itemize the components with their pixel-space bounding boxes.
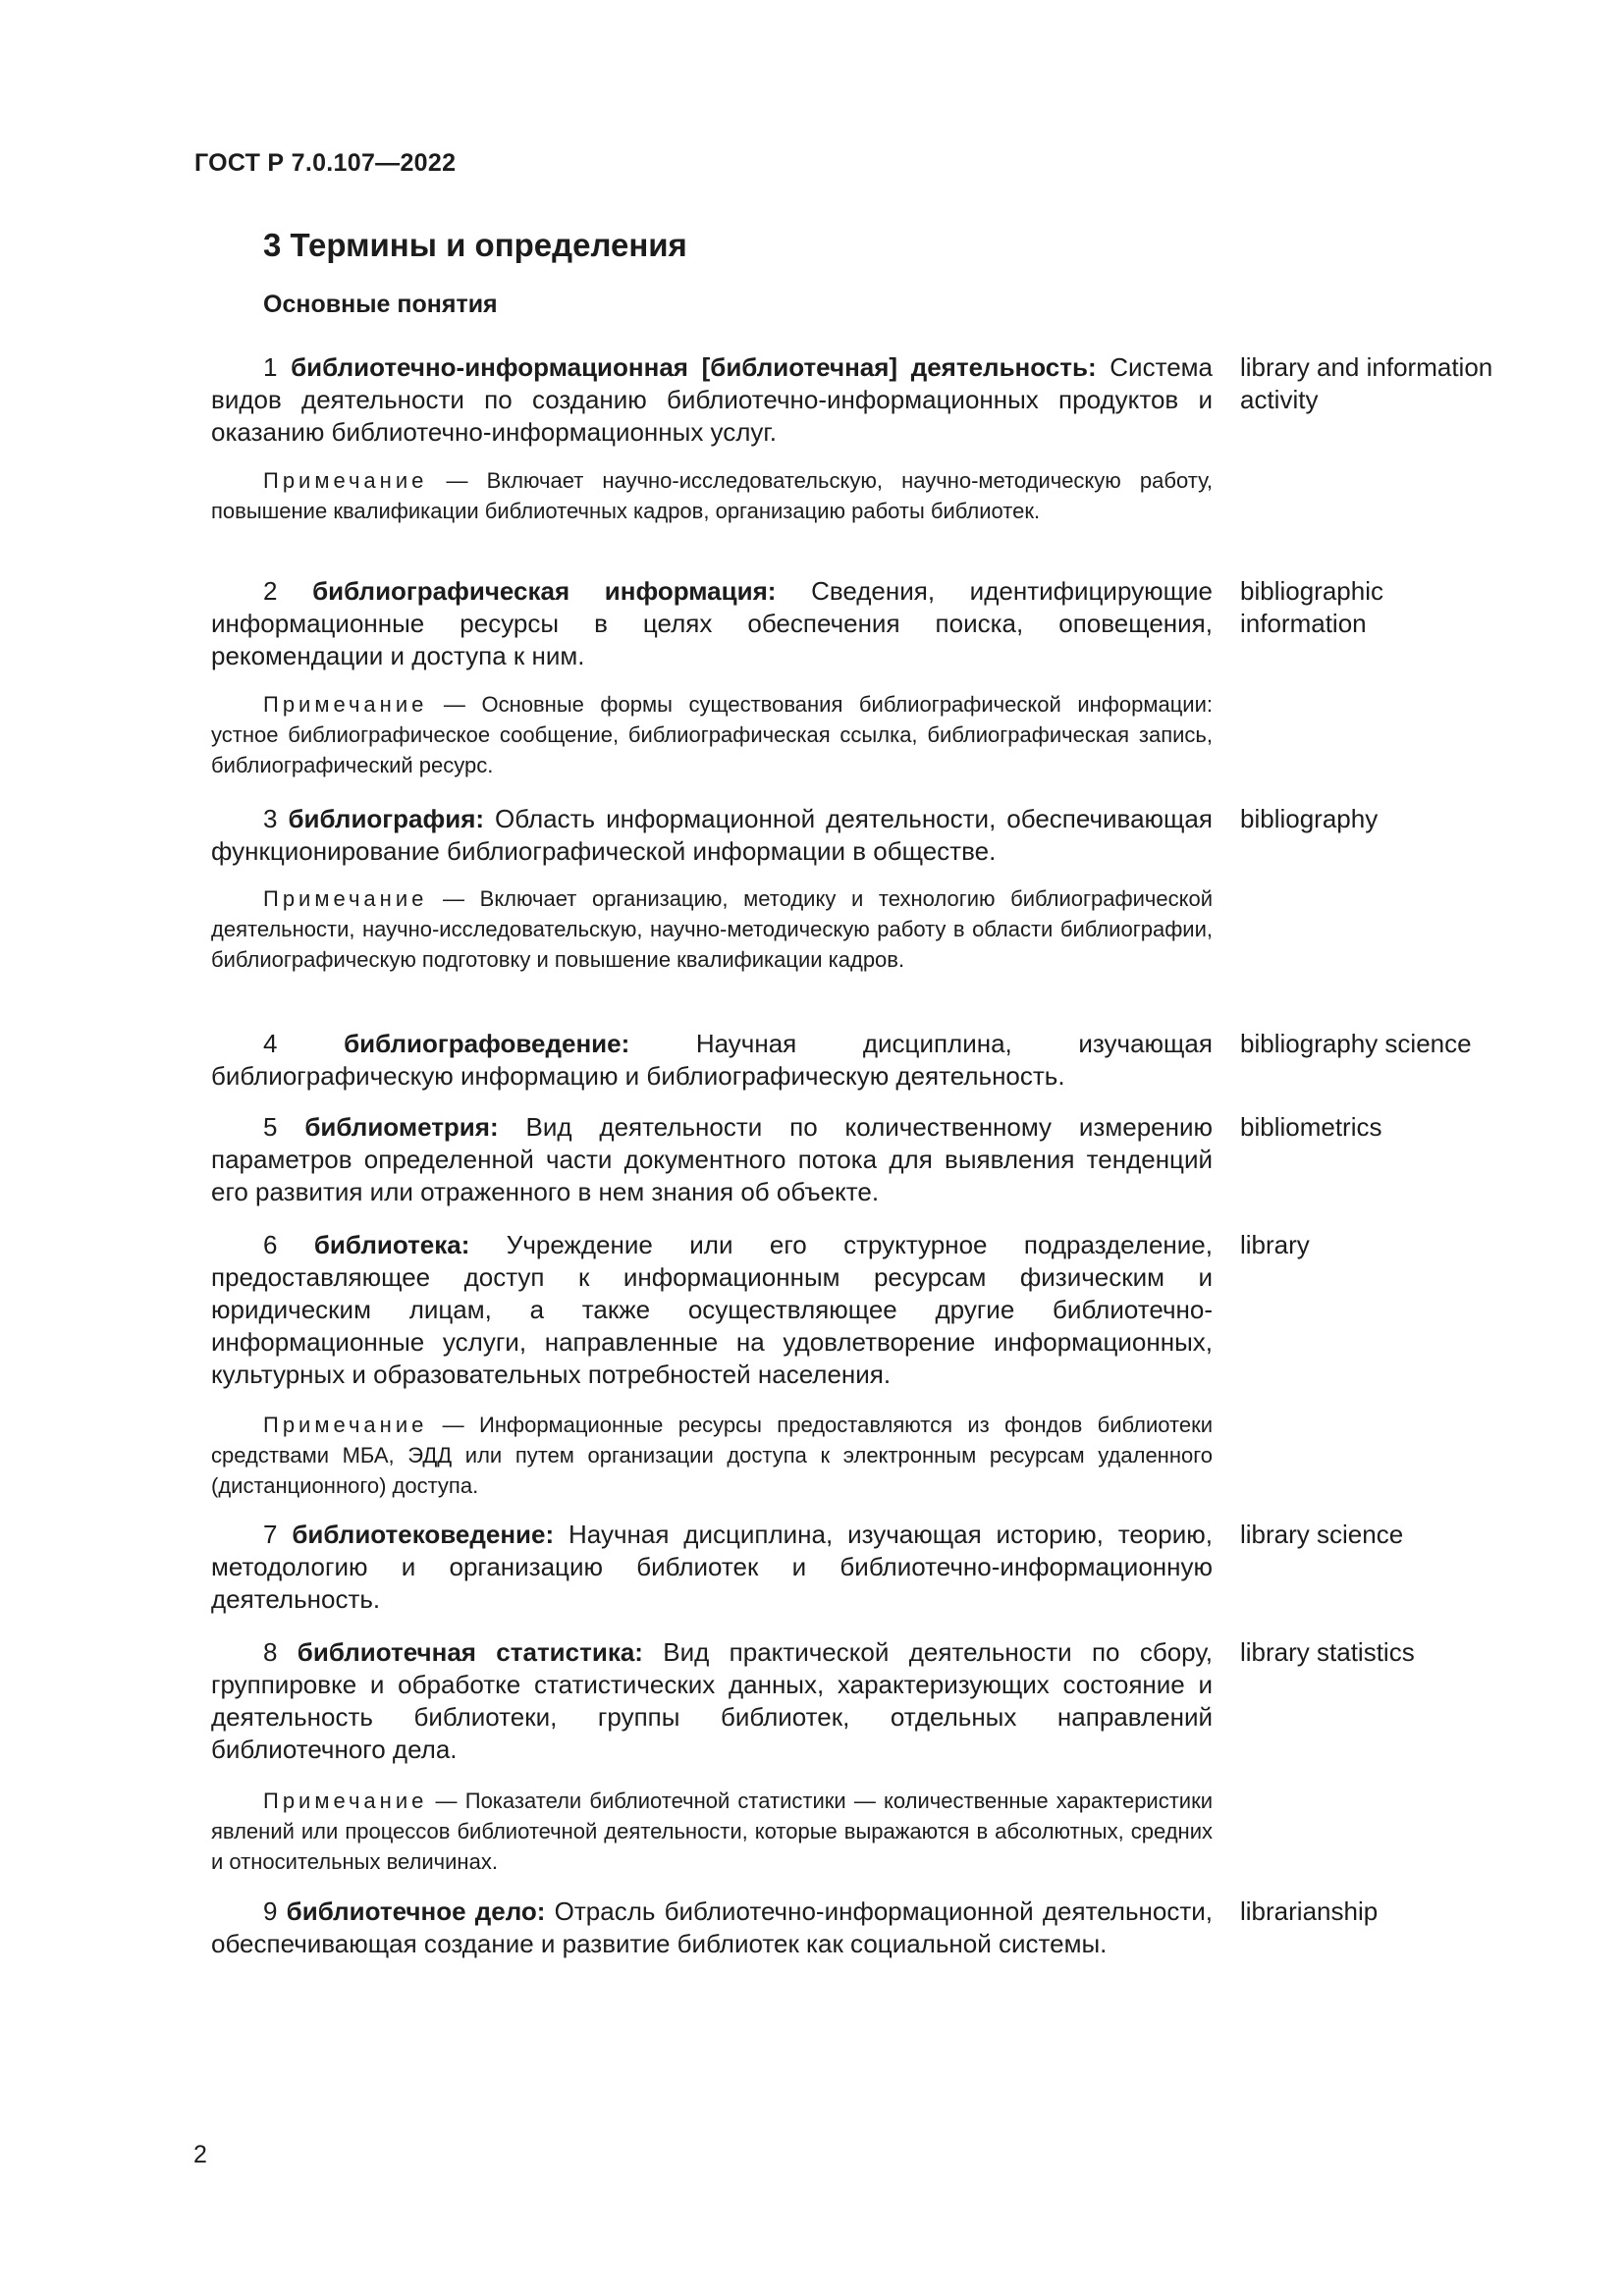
term-name: библиотечное дело: [286, 1896, 546, 1926]
term-definition: 7 библиотековедение: Научная дисциплина, изучающая историю, теорию, методологию и организацию библиотек и библиотечно-информационную деятельность. [211, 1520, 1213, 1614]
page-number: 2 [193, 2141, 207, 2168]
term-note: Примечание — Информационные ресурсы предоставляются из фондов библиотеки средствами МБА, ЭДД или путем организации доступа к электронным ресурсам удаленного (дистанционного) доступа. [211, 1413, 1214, 1498]
term-definition: 2 библиографическая информация: Сведения, идентифицирующие информационные ресурсы в целях обеспечения поиска, оповещения, рекомендации и доступа к ним. [211, 576, 1213, 670]
term-name: библиографическая информация: [312, 576, 777, 606]
term-name: библиографоведение: [344, 1029, 630, 1058]
term-definition: 8 библиотечная статистика: Вид практической деятельности по сбору, группировке и обработке статистических данных, характеризующих состояние и деятельность библиотеки, группы библиотек, отдельных направлений библиотечного дела. [211, 1637, 1213, 1764]
term-name: библиометрия: [304, 1112, 499, 1142]
term-definition: 4 библиографоведение: Научная дисциплина, изучающая библиографическую информацию и библиографическую деятельность. [211, 1029, 1213, 1091]
term-definition: 1 библиотечно-информационная [библиотечная] деятельность: Система видов деятельности по созданию библиотечно-информационных продуктов и оказанию библиотечно-информационных услуг. [211, 352, 1213, 447]
english-equivalent: library and information activity [1240, 352, 1493, 414]
english-equivalent: bibliometrics [1240, 1112, 1382, 1142]
section-title: 3 Термины и определения [263, 227, 687, 263]
english-equivalent: bibliography [1240, 804, 1379, 833]
term-definition: 6 библиотека: Учреждение или его структурное подразделение, предоставляющее доступ к информационным ресурсам физическим и юридическим лицам, а также осуществляющее другие библиотечно-информационные услуги, направленные на удовлетворение информационных, культурных и образовательных потребностей населения. [211, 1230, 1213, 1389]
english-equivalent: library statistics [1240, 1637, 1415, 1667]
term-definition: 5 библиометрия: Вид деятельности по количественному измерению параметров определенной части документного потока для выявления тенденций его развития или отраженного в нем знания об объекте. [211, 1112, 1213, 1206]
term-note: Примечание — Включает научно-исследовательскую, научно-методическую работу, повышение квалификации библиотечных кадров, организацию работы библиотек. [211, 468, 1213, 523]
term-definition: 9 библиотечное дело: Отрасль библиотечно-информационной деятельности, обеспечивающая создание и развитие библиотек как социальной системы. [211, 1896, 1213, 1958]
english-equivalent: library [1240, 1230, 1310, 1259]
english-equivalent: library science [1240, 1520, 1404, 1549]
term-name: библиотечно-информационная [библиотечная] деятельность: [291, 352, 1097, 382]
english-equivalent: bibliographic information [1240, 576, 1383, 638]
term-note: Примечание — Основные формы существования библиографической информации: устное библиографическое сообщение, библиографическая ссылка, библиографическая запись, библиографический ресурс. [211, 692, 1213, 777]
subsection-title: Основные понятия [263, 291, 498, 318]
english-equivalent: bibliography science [1240, 1029, 1472, 1058]
standard-code: ГОСТ Р 7.0.107—2022 [194, 149, 457, 177]
english-equivalent: librarianship [1240, 1896, 1379, 1926]
term-name: библиография: [288, 804, 485, 833]
term-name: библиотековедение: [292, 1520, 555, 1549]
term-definition: 3 библиография: Область информационной деятельности, обеспечивающая функционирование библиографической информации в обществе. [211, 804, 1213, 866]
term-name: библиотека: [313, 1230, 470, 1259]
term-note: Примечание — Включает организацию, методику и технологию библиографической деятельности, научно-исследовательскую, научно-методическую работу в области библиографии, библиографическую подготовку и повышение квалификации кадров. [211, 886, 1213, 972]
term-name: библиотечная статистика: [297, 1637, 643, 1667]
term-note: Примечание — Показатели библиотечной статистики — количественные характеристики явлений или процессов библиотечной деятельности, которые выражаются в абсолютных, средних и относительных величинах. [211, 1789, 1213, 1874]
